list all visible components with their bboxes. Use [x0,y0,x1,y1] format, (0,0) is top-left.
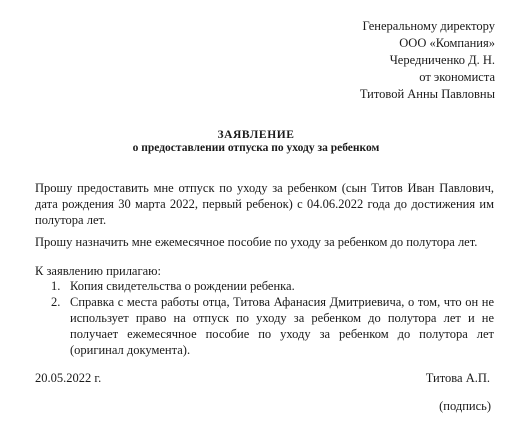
recipient-position: Генеральному директору [362,19,495,33]
list-item [35,278,494,294]
list-item-number: 1. [51,279,61,293]
recipient-company: ООО «Компания» [399,36,495,50]
signer-name: Титова А.П. [425,371,490,385]
document-subtitle: о предоставлении отпуска по уходу за ребенком [132,142,380,154]
list-item-number: 2. [51,295,61,309]
leave-request-paragraph: Прошу предоставить мне отпуск по уходу за ребенком (сын Титов Иван Павлович, дата рождения 30 марта 2022, первый ребенок) с 04.06.2022 года до достижения им полутора лет. [35,181,494,227]
sender-name: Титовой Анны Павловны [359,87,495,101]
list-item [35,294,494,358]
recipient-block [360,18,495,103]
document-date: 20.05.2022 г. [35,371,102,385]
list-item-text: Копия свидетельства о рождении ребенка. [70,279,295,293]
list-item-text: Справка с места работы отца, Титова Афанасия Дмитриевича, о том, что он не использует право на отпуск по уходу за ребенком до полутора лет и не получает ежемесячное пособие по уходу за ребенком до полутора лет (оригинал документа). [70,295,494,357]
attachments-label: К заявлению прилагаю: [35,264,161,278]
sender-position: от экономиста [419,70,495,84]
recipient-name: Чередниченко Д. Н. [389,53,495,67]
signature-caption: (подпись) [439,399,491,413]
allowance-request-paragraph: Прошу назначить мне ежемесячное пособие по уходу за ребенком до полутора лет. [35,235,478,249]
attachments-list [35,278,494,358]
document-title: ЗАЯВЛЕНИЕ [217,129,295,141]
